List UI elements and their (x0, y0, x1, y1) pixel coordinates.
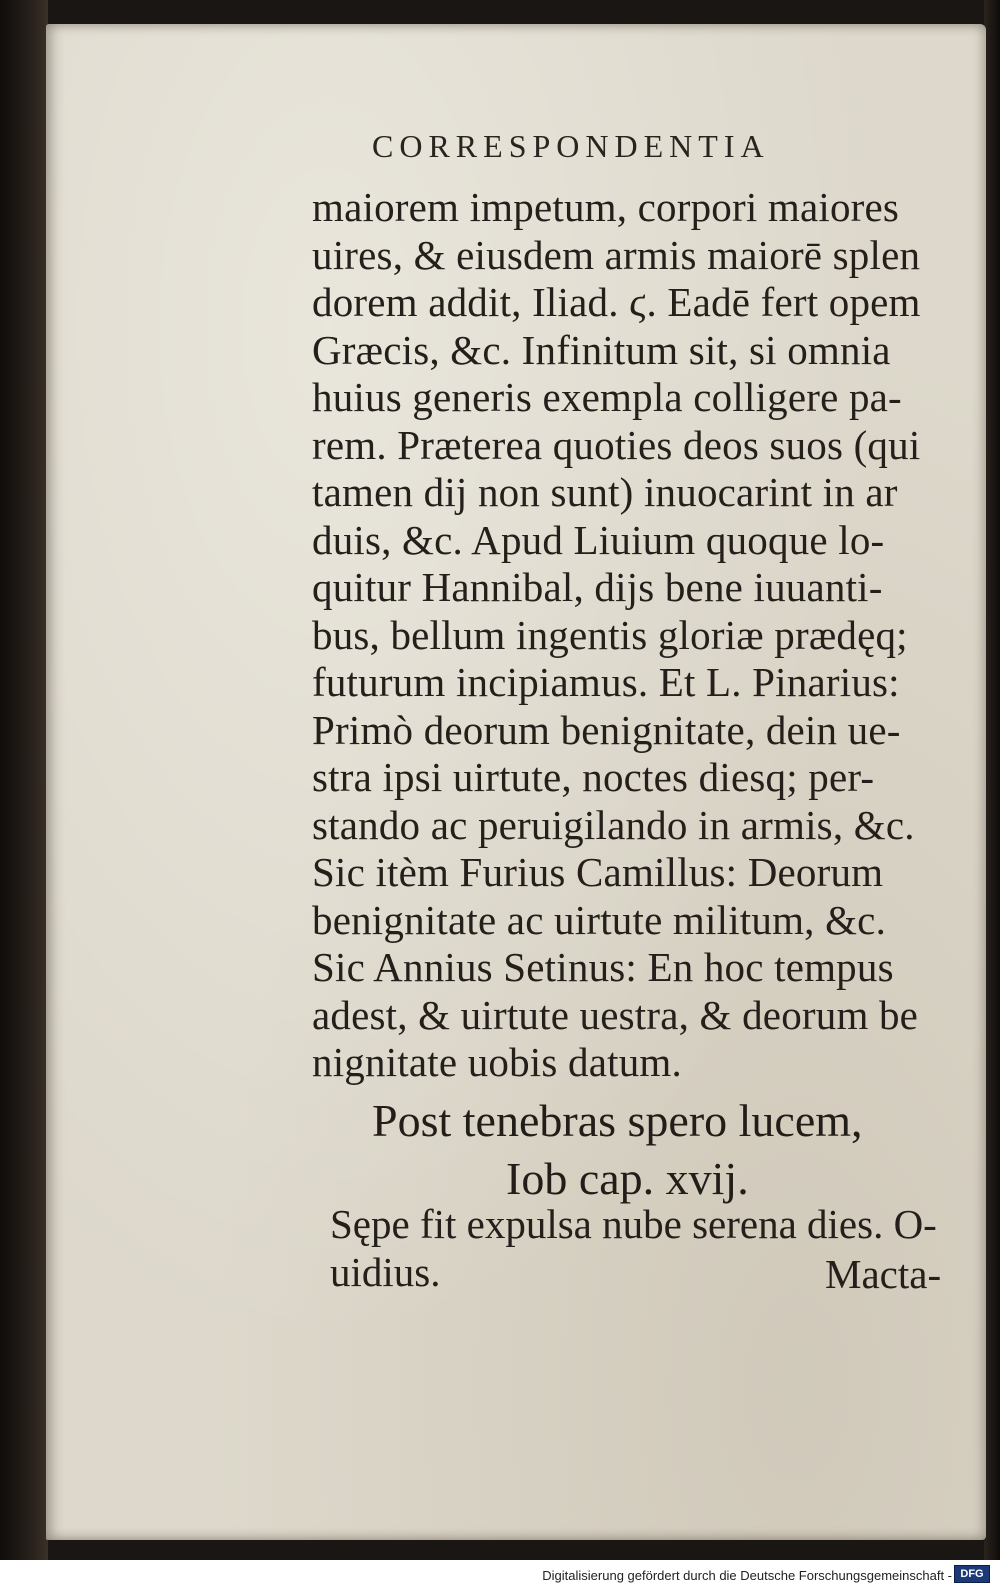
book-spine-shadow (0, 0, 48, 1560)
text-line: tamen dij non sunt) inuocarint in ar (312, 469, 898, 515)
quote-line: Sępe fit expulsa nube serena dies. O- (330, 1201, 937, 1247)
text-line: maiorem impetum, corpori maiores (312, 184, 900, 230)
funding-credit: Digitalisierung gefördert durch die Deutsche Forschungsgemeinschaft - (542, 1568, 952, 1583)
dfg-logo-icon: DFG (954, 1565, 990, 1583)
text-line: Sic itèm Furius Camillus: Deorum (312, 849, 884, 895)
text-line: huius generis exempla colligere pa- (312, 374, 902, 420)
text-line: dorem addit, Iliad. ϛ. Eadē fert opem (312, 279, 921, 325)
motto-heading (372, 1092, 932, 1208)
text-line: uires, & eiusdem armis maiorē splen (312, 231, 921, 278)
text-line: futurum incipiamus. Et L. Pinarius: (312, 659, 900, 705)
text-line: Græcis, &c. Infinitum sit, si omnia (312, 326, 891, 373)
text-line: rem. Præterea quoties deos suos (qui (312, 421, 921, 468)
running-head: CORRESPONDENTIA (372, 128, 770, 164)
text-line: duis, &c. Apud Liuium quoque lo- (312, 516, 885, 563)
text-line: Sic Annius Setinus: En hoc tempus (312, 944, 894, 990)
quote-attribution: uidius. (330, 1249, 441, 1295)
text-line: nignitate uobis datum. (312, 1039, 682, 1085)
motto-reference: Iob cap. xvij. (506, 1153, 749, 1204)
text-line: stra ipsi uirtute, noctes diesq; per- (312, 754, 875, 800)
page-edge-shadow (984, 0, 1000, 1560)
motto-line: Post tenebras spero lucem, (372, 1095, 863, 1146)
footer-bar (0, 1560, 1000, 1588)
text-line: bus, bellum ingentis gloriæ prædęq; (312, 611, 908, 658)
text-line: Primò deorum benignitate, dein ue- (312, 706, 901, 753)
catchword: Macta- (825, 1251, 942, 1297)
text-line: quitur Hannibal, dijs bene iuuanti- (312, 564, 883, 610)
body-text (312, 184, 962, 1087)
text-line: benignitate ac uirtute militum, &c. (312, 896, 887, 943)
text-line: adest, & uirtute uestra, & deorum be (312, 991, 919, 1038)
text-line: stando ac peruigilando in armis, &c. (312, 801, 915, 848)
